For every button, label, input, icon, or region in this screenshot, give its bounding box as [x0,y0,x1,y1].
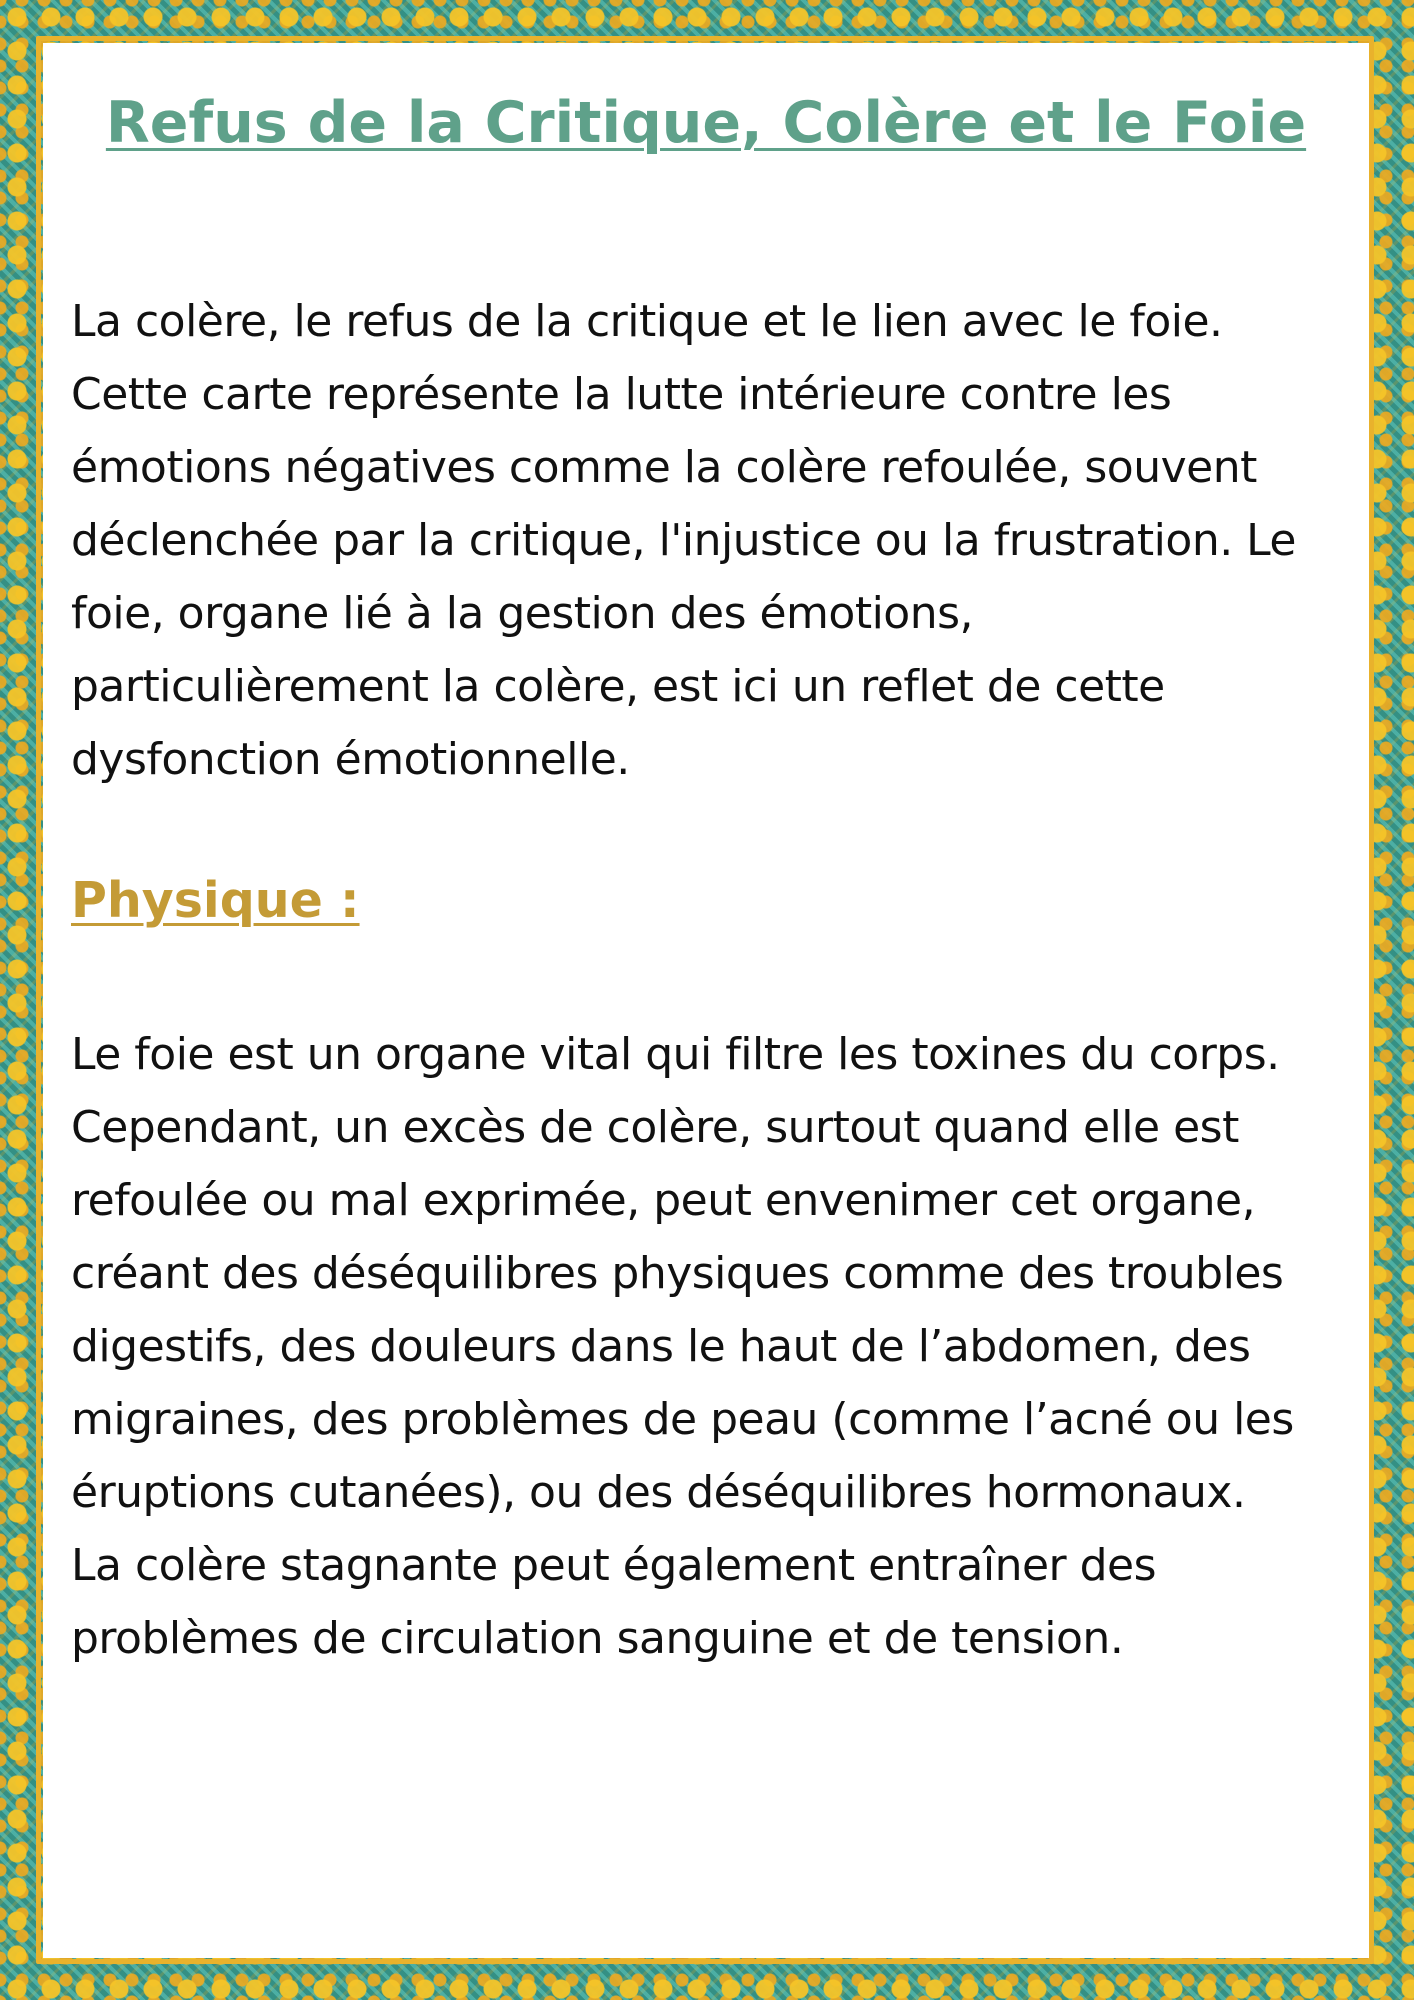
intro-paragraph: La colère, le refus de la critique et le lien avec le foie. Cette carte représente la lutte intérieure contre les émotions négatives comme la colère refoulée, souvent déclenchée par la critique, l'injustice ou la frustration. Le foie, organe lié à la gestion des émotions, particulièrement la colère, est ici un reflet de cette dysfonction émotionnelle. [71,296,1296,785]
physique-paragraph-2: La colère stagnante peut également entraîner des problèmes de circulation sanguine et de tension. [71,1540,1157,1664]
section-heading-physique: Physique : [71,872,360,929]
page-title: Refus de la Critique, Colère et le Foie [105,90,1307,156]
page-content [43,43,1369,1958]
physique-paragraph-1: Le foie est un organe vital qui filtre les toxines du corps. Cependant, un excès de colère, surtout quand elle est refoulée ou mal exprimée, peut envenimer cet organe, créant des déséquilibres physiques comme des troubles digestifs, des douleurs dans le haut de l’abdomen, des migraines, des problèmes de peau (comme l’acné ou les éruptions cutanées), ou des déséquilibres hormonaux. [71,1029,1294,1518]
